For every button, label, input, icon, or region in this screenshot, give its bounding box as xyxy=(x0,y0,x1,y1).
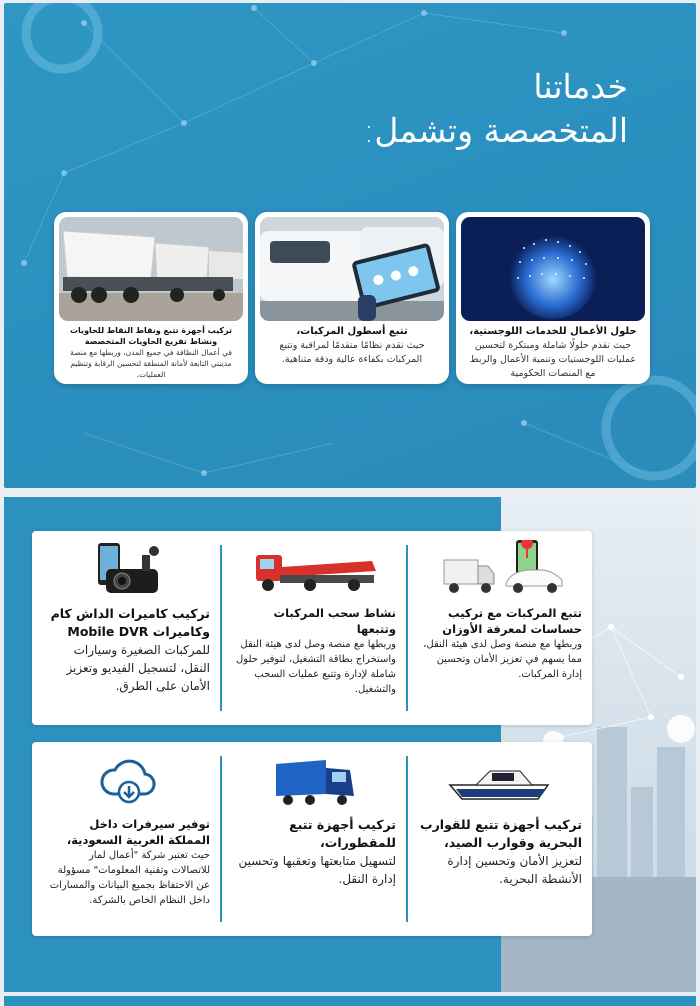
column-divider xyxy=(406,545,408,711)
service-title: تركيب أجهزة تتبع ونقاط النقاط للحاويات ونشاط تفريغ الحاويات المتخصصة xyxy=(70,326,232,346)
dash-cam-icon xyxy=(48,543,210,599)
service-description: للمركبات الصغيرة وسيارات النقل، لتسجيل الفيديو وتعزيز الأمان على الطرق. xyxy=(66,643,210,693)
service-description: حيث نقدم حلولًا شاملة ومبتكرة لتحسين عمليات اللوجستيات وتنمية الأعمال والربط مع المنصات الحكومية xyxy=(469,340,637,379)
service-dashcams xyxy=(38,543,220,713)
service-title: تتبع المركبات مع تركيب حساسات لمعرفة الأوزان xyxy=(442,606,582,636)
column-divider xyxy=(220,756,222,922)
service-title: نشاط سحب المركبات وتتبعها xyxy=(273,606,396,636)
column-divider xyxy=(406,756,408,922)
next-page-edge xyxy=(4,996,696,1006)
service-card-fleet-tracking xyxy=(255,212,449,384)
service-description: وربطها مع منصة وصل لدى هيئة النقل واستخراج بطاقة التشغيل، لتوفير حلول شاملة لإدارة وتتبع عمليات السحب والتشغيل. xyxy=(236,639,396,695)
service-title: تركيب كاميرات الداش كام وكاميرات Mobile DVR xyxy=(50,606,210,639)
service-local-servers xyxy=(38,754,220,924)
cloud-download-icon xyxy=(48,754,210,810)
services-intro-panel xyxy=(4,3,696,488)
page-title xyxy=(288,65,628,153)
service-vehicle-weight-sensors xyxy=(410,543,592,713)
service-description: لتعزيز الأمان وتحسين إدارة الأنشطة البحرية. xyxy=(447,854,582,886)
service-title: توفير سيرفرات داخل المملكة العربية السعودية، xyxy=(66,817,210,847)
vans-tablet-image xyxy=(260,217,444,321)
service-description: في أعمال النظافة في جميع المدن، وربطها مع منصة مدينتي التابعة لأمانة المنطقة لتحسين الرقابة وتنظيم العمليات. xyxy=(70,348,232,379)
tow-truck-icon xyxy=(234,543,396,599)
digital-globe-image xyxy=(461,217,645,321)
title-line-1: خدماتنا xyxy=(533,67,628,106)
service-description: حيث تعتبر شركة "أعمال لمار للاتصالات وتقنية المعلومات" مسؤولة عن الاحتفاظ بجميع البيانات والمسارات داخل النظام الخاص بالشركة. xyxy=(49,850,210,906)
semi-truck-icon xyxy=(234,754,396,810)
service-title: تتبع أسطول المركبات، xyxy=(296,326,408,337)
service-description: حيث نقدم نظامًا متقدمًا لمراقبة وتتبع المركبات بكفاءة عالية ودقة متناهية. xyxy=(279,340,425,365)
truck-car-phone-icon xyxy=(420,543,582,599)
service-card-logistics xyxy=(456,212,650,384)
service-description: وربطها مع منصة وصل لدى هيئة النقل، مما يسهم في تعزيز الأمان وتحسين إدارة المركبات. xyxy=(423,639,582,680)
title-line-2: المتخصصة وتشمل: xyxy=(363,111,628,150)
service-boat-tracking xyxy=(410,754,592,924)
service-title: تركيب أجهزة تتبع للمقطورات، xyxy=(289,817,396,850)
service-title: تركيب أجهزة تتبع للقوارب البحرية وقوارب الصيد، xyxy=(420,817,582,850)
service-tow-tracking xyxy=(224,543,406,713)
boat-icon xyxy=(420,754,582,810)
dump-trucks-image xyxy=(59,217,243,321)
services-row-1 xyxy=(32,531,592,725)
service-title: حلول الأعمال للخدمات اللوجستية، xyxy=(469,326,637,337)
services-row-2 xyxy=(32,742,592,936)
services-detail-panel xyxy=(4,497,696,992)
service-description: لتسهيل متابعتها وتعقبها وتحسين إدارة النقل. xyxy=(238,854,396,886)
column-divider xyxy=(220,545,222,711)
service-trailer-tracking xyxy=(224,754,406,924)
service-card-container-tracking xyxy=(54,212,248,384)
